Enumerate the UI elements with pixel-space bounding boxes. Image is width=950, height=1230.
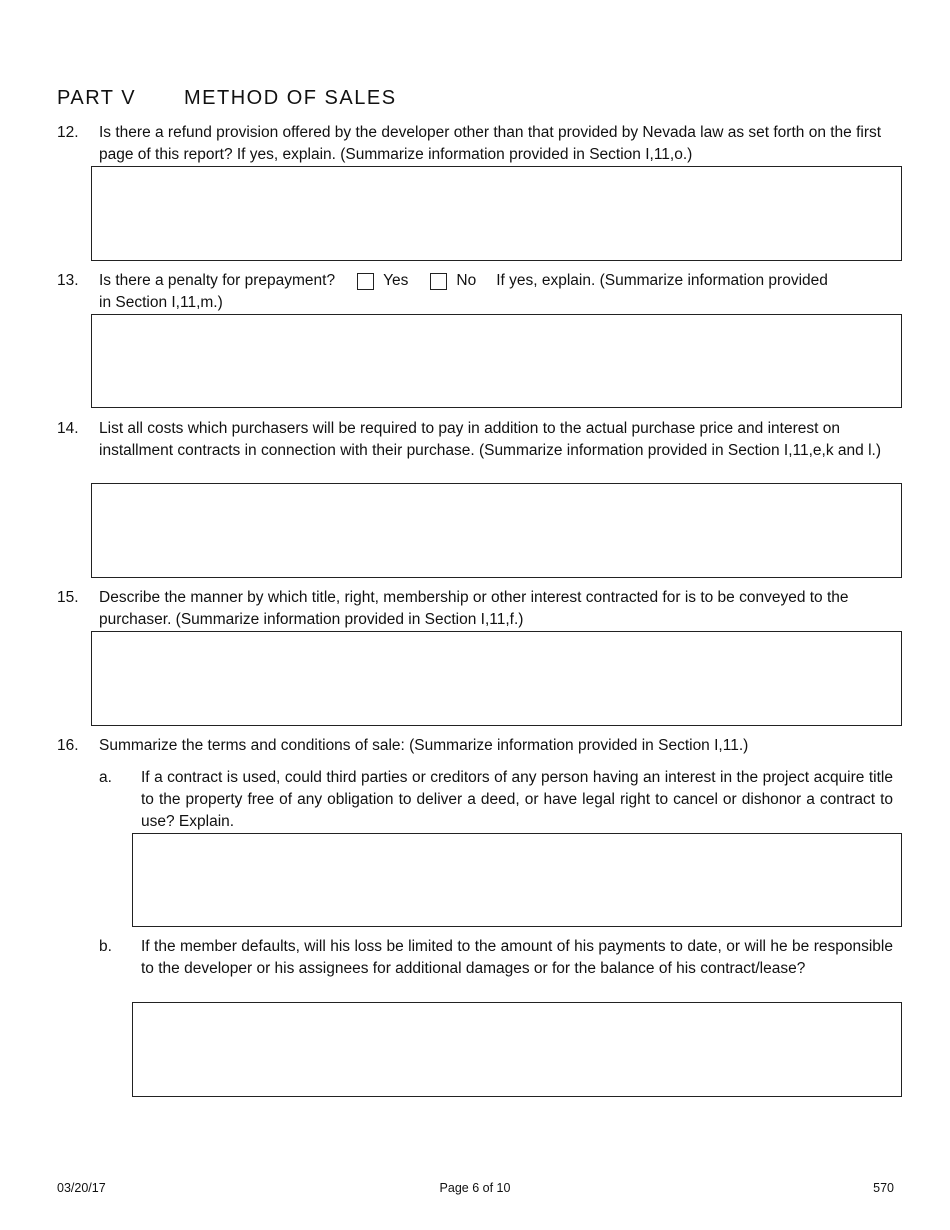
question-13-number: 13. — [57, 272, 79, 289]
question-14-text: List all costs which purchasers will be required to pay in addition to the actual purchase price and interest on installment contracts in connection with their purchase. (Summarize information provided in Section I,11,e,k and l.) — [99, 420, 881, 459]
question-16a-answer-box[interactable] — [132, 833, 902, 927]
question-16b-letter: b. — [99, 938, 112, 955]
question-12-answer-input[interactable] — [98, 171, 899, 260]
question-13-prefix: Is there a penalty for prepayment? — [99, 272, 336, 289]
question-15-number: 15. — [57, 589, 79, 606]
footer-form-number: 570 — [873, 1181, 894, 1195]
question-12-number: 12. — [57, 124, 79, 141]
question-13-answer-box[interactable] — [91, 314, 902, 408]
question-12-answer-box[interactable] — [91, 166, 902, 261]
question-13-line — [99, 270, 894, 292]
no-checkbox[interactable] — [430, 273, 447, 290]
footer-date: 03/20/17 — [57, 1181, 106, 1195]
question-15-answer-box[interactable] — [91, 631, 902, 726]
question-16a-letter: a. — [99, 769, 112, 786]
footer-page: Page 6 of 10 — [439, 1181, 511, 1195]
question-16a-answer-input[interactable] — [139, 838, 899, 926]
question-12-text: Is there a refund provision offered by the developer other than that provided by Nevada law as set forth on the first page of this report? If yes, explain. (Summarize information provided in Section I,11,o.) — [99, 124, 882, 163]
question-13-answer-input[interactable] — [98, 319, 899, 407]
question-16a-text: If a contract is used, could third parties or creditors of any person having an interest in the project acquire title to the property free of any obligation to deliver a deed, or have legal right to cancel or dishonor a contract to use? Explain. — [141, 769, 893, 830]
question-16b-text: If the member defaults, will his loss be limited to the amount of his payments to date, or will he be responsible to the developer or his assignees for additional damages or for the balance of his contract/lease? — [141, 938, 893, 977]
question-15-answer-input[interactable] — [98, 636, 899, 725]
yes-label: Yes — [383, 272, 409, 289]
question-16-text: Summarize the terms and conditions of sale: (Summarize information provided in Section I,11.) — [99, 737, 749, 754]
no-label: No — [456, 272, 477, 289]
question-15-text: Describe the manner by which title, right, membership or other interest contracted for is to be conveyed to the purchaser. (Summarize information provided in Section I,11,f.) — [99, 589, 849, 628]
question-13-continuation: in Section I,11,m.) — [99, 294, 223, 311]
question-16-number: 16. — [57, 737, 79, 754]
question-14-answer-box[interactable] — [91, 483, 902, 578]
yes-checkbox[interactable] — [357, 273, 374, 290]
question-16b-answer-input[interactable] — [139, 1007, 899, 1096]
question-16b-answer-box[interactable] — [132, 1002, 902, 1097]
part-label: PART V — [57, 87, 137, 109]
part-title: METHOD OF SALES — [184, 87, 397, 109]
question-14-number: 14. — [57, 420, 79, 437]
question-13-suffix: If yes, explain. (Summarize information provided — [496, 272, 828, 289]
question-14-answer-input[interactable] — [98, 488, 899, 577]
